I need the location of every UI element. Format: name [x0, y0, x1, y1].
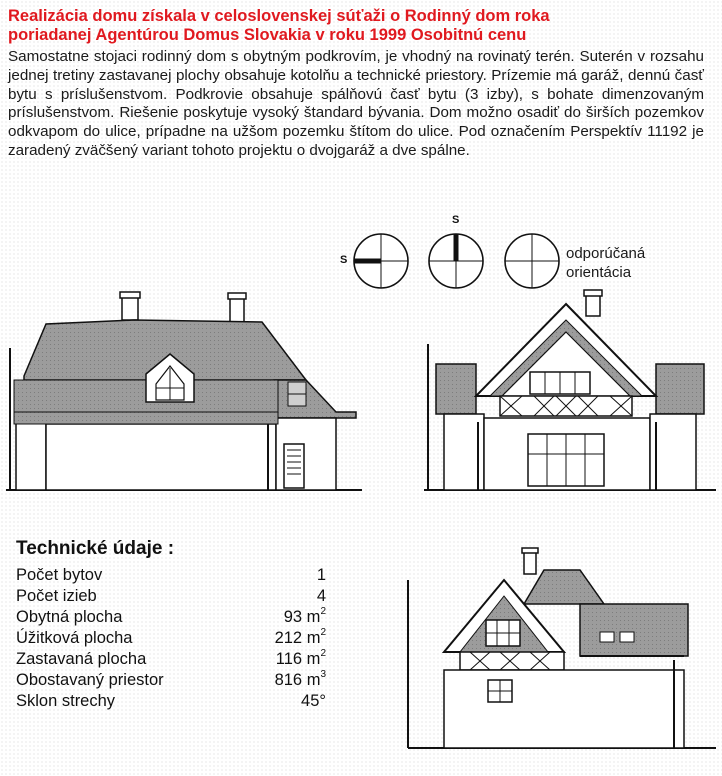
tech-value-number: 212 m	[274, 629, 321, 647]
tech-value	[216, 628, 326, 649]
headline-line-1: Realizácia domu získala v celoslovenskej súťaži o Rodinný dom roka	[8, 7, 550, 25]
orientation-label	[566, 244, 645, 282]
tech-value-exponent: 3	[320, 669, 326, 680]
tech-value-number: 816 m	[274, 671, 321, 689]
table-row	[16, 691, 326, 712]
tech-label: Obostavaný priestor	[16, 671, 164, 689]
tech-label: Zastavaná plocha	[16, 650, 147, 668]
south-mark-west: S	[340, 254, 348, 266]
table-row	[16, 649, 326, 670]
south-mark-north: S	[452, 214, 460, 226]
tech-label: Obytná plocha	[16, 608, 123, 626]
tech-label: Počet izieb	[16, 587, 97, 605]
tech-value: 4	[316, 587, 326, 605]
tech-value: 1	[316, 566, 326, 584]
tech-value	[216, 607, 326, 628]
orientation-compass-north	[424, 232, 488, 292]
table-row	[16, 586, 326, 607]
tech-value: 45°	[301, 692, 326, 710]
tech-value-exponent: 2	[320, 627, 326, 638]
technical-data-table	[16, 565, 326, 712]
house-elevation-gable	[424, 284, 720, 498]
table-row	[16, 670, 326, 691]
tech-value-number: 116 m	[275, 650, 321, 668]
orientation-label-line-2: orientácia	[566, 264, 632, 281]
table-row	[16, 607, 326, 628]
tech-label: Úžitková plocha	[16, 629, 133, 647]
headline-line-2: poriadanej Agentúrou Domus Slovakia v roku 1999 Osobitnú cenu	[8, 26, 527, 44]
tech-value-number: 93 m	[283, 608, 321, 626]
tech-label: Sklon strechy	[16, 692, 116, 710]
tech-value	[216, 649, 326, 670]
table-row	[16, 565, 326, 586]
headline	[8, 7, 714, 45]
tech-value-exponent: 2	[320, 648, 326, 659]
technical-data-title: Technické údaje :	[16, 538, 175, 559]
house-elevation-rear	[404, 540, 720, 754]
tech-value-exponent: 2	[320, 606, 326, 617]
orientation-compass-west	[338, 232, 414, 292]
tech-label: Počet bytov	[16, 566, 103, 584]
house-elevation-side	[6, 284, 366, 498]
orientation-compass-empty	[500, 232, 564, 292]
description-paragraph: Samostatne stojaci rodinný dom s obytným podkrovím, je vhodný na rovinatý terén. Suterén v rozsahu jednej tretiny zastavanej plochy obsahuje kotolňu a technické priestory. Prízemie má garáž, dennú časť bytu s príslušenstvom. Podkrovie obsahuje spálňovú časť bytu (3 izby), s bohate dimenzovaným príslušenstvom. Riešenie poskytuje vysoký štandard bývania. Dom možno osadiť do širších pozemkov odkvapom do ulice, prípadne na užšom pozemku štítom do ulice. Pod označením Perspektív 11192 je zaradený zväčšený variant tohoto projektu o dvojgaráž a dve spálne.	[8, 48, 704, 159]
tech-value	[216, 670, 326, 691]
orientation-label-line-1: odporúčaná	[566, 245, 646, 262]
table-row	[16, 628, 326, 649]
